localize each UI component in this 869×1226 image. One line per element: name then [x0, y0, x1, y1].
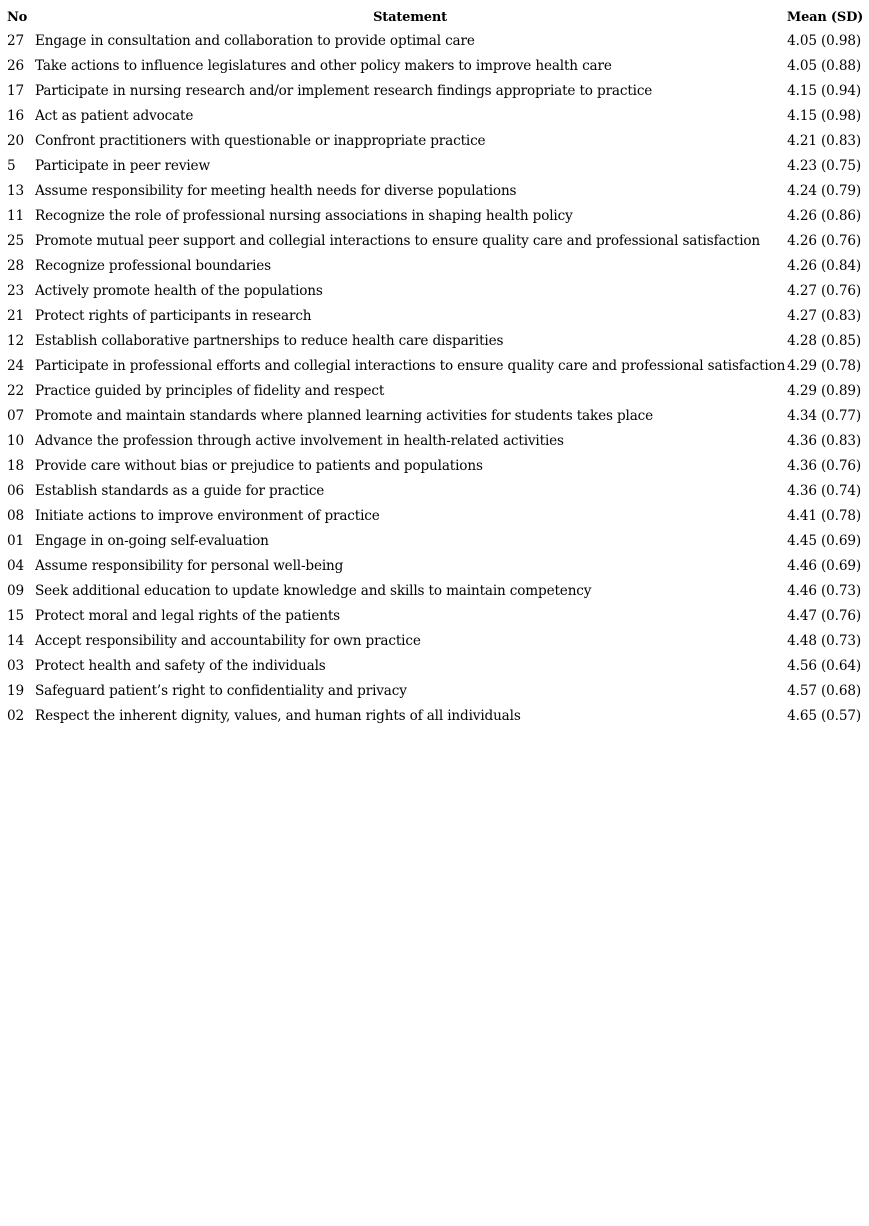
row-number: 27: [7, 32, 24, 49]
row-number: 20: [7, 132, 24, 149]
row-statement: Establish standards as a guide for practice: [35, 482, 325, 499]
table-row: [5, 453, 865, 478]
table-body: [5, 28, 865, 728]
row-number: 15: [7, 607, 24, 624]
statements-table: [5, 6, 865, 728]
row-number: 01: [7, 532, 24, 549]
row-mean-sd: 4.05 (0.98): [787, 32, 861, 49]
table-row: [5, 478, 865, 503]
row-number: 06: [7, 482, 24, 499]
table-row: [5, 153, 865, 178]
column-header-mean-sd: Mean (SD): [786, 9, 864, 25]
row-statement: Safeguard patient’s right to confidentiality and privacy: [35, 682, 407, 699]
row-mean-sd: 4.36 (0.83): [787, 432, 861, 449]
row-mean-sd: 4.29 (0.78): [787, 357, 861, 374]
row-number: 21: [7, 307, 24, 324]
row-number: 10: [7, 432, 24, 449]
row-statement: Recognize professional boundaries: [35, 257, 272, 274]
row-mean-sd: 4.26 (0.84): [787, 257, 861, 274]
row-number: 07: [7, 407, 24, 424]
table-row: [5, 428, 865, 453]
row-number: 02: [7, 707, 24, 724]
row-statement: Take actions to influence legislatures and other policy makers to improve health care: [35, 57, 612, 74]
table-row: [5, 578, 865, 603]
row-statement: Provide care without bias or prejudice to patients and populations: [35, 457, 483, 474]
statements-table-container: [5, 6, 865, 728]
row-statement: Engage in on-going self-evaluation: [35, 532, 269, 549]
row-statement: Participate in nursing research and/or implement research findings appropriate to practice: [35, 82, 653, 99]
row-statement: Recognize the role of professional nursing associations in shaping health policy: [35, 207, 573, 224]
row-statement: Participate in professional efforts and collegial interactions to ensure quality care and professional satisfaction: [35, 357, 786, 374]
row-mean-sd: 4.47 (0.76): [787, 607, 861, 624]
row-mean-sd: 4.26 (0.86): [787, 207, 861, 224]
row-number: 26: [7, 57, 24, 74]
table-row: [5, 653, 865, 678]
row-mean-sd: 4.15 (0.94): [787, 82, 861, 99]
row-statement: Confront practitioners with questionable or inappropriate practice: [35, 132, 486, 149]
table-row: [5, 303, 865, 328]
table-header: [5, 6, 865, 28]
row-statement: Promote and maintain standards where planned learning activities for students takes place: [35, 407, 654, 424]
row-mean-sd: 4.28 (0.85): [787, 332, 861, 349]
row-mean-sd: 4.24 (0.79): [787, 182, 861, 199]
row-number: 17: [7, 82, 24, 99]
row-mean-sd: 4.65 (0.57): [787, 707, 861, 724]
row-number: 16: [7, 107, 24, 124]
table-row: [5, 603, 865, 628]
row-mean-sd: 4.45 (0.69): [787, 532, 861, 549]
column-header-statement: Statement: [373, 9, 447, 25]
table-row: [5, 678, 865, 703]
row-mean-sd: 4.29 (0.89): [787, 382, 861, 399]
table-row: [5, 103, 865, 128]
row-statement: Establish collaborative partnerships to reduce health care disparities: [35, 332, 504, 349]
table-row: [5, 403, 865, 428]
row-number: 13: [7, 182, 24, 199]
column-header-no: No: [7, 9, 28, 25]
table-row: [5, 128, 865, 153]
row-statement: Protect health and safety of the individuals: [35, 657, 326, 674]
row-mean-sd: 4.56 (0.64): [787, 657, 861, 674]
row-statement: Promote mutual peer support and collegial interactions to ensure quality care and professional satisfaction: [35, 232, 761, 249]
row-number: 04: [7, 557, 24, 574]
row-mean-sd: 4.23 (0.75): [787, 157, 861, 174]
table-row: [5, 53, 865, 78]
table-row: [5, 253, 865, 278]
row-mean-sd: 4.27 (0.76): [787, 282, 861, 299]
header-row: [5, 6, 865, 28]
row-mean-sd: 4.46 (0.73): [787, 582, 861, 599]
row-number: 5: [7, 157, 16, 174]
row-mean-sd: 4.27 (0.83): [787, 307, 861, 324]
row-mean-sd: 4.48 (0.73): [787, 632, 861, 649]
table-row: [5, 203, 865, 228]
table-row: [5, 328, 865, 353]
row-mean-sd: 4.46 (0.69): [787, 557, 861, 574]
row-mean-sd: 4.36 (0.74): [787, 482, 861, 499]
row-number: 11: [7, 207, 24, 224]
table-row: [5, 553, 865, 578]
row-number: 18: [7, 457, 24, 474]
table-row: [5, 178, 865, 203]
row-mean-sd: 4.26 (0.76): [787, 232, 861, 249]
row-number: 09: [7, 582, 24, 599]
table-row: [5, 703, 865, 728]
table-row: [5, 628, 865, 653]
table-row: [5, 278, 865, 303]
table-row: [5, 78, 865, 103]
row-statement: Act as patient advocate: [35, 107, 194, 124]
table-row: [5, 503, 865, 528]
row-mean-sd: 4.34 (0.77): [787, 407, 861, 424]
row-statement: Assume responsibility for personal well-being: [35, 557, 344, 574]
row-statement: Engage in consultation and collaboration to provide optimal care: [35, 32, 475, 49]
row-statement: Respect the inherent dignity, values, and human rights of all individuals: [35, 707, 521, 724]
row-statement: Protect rights of participants in research: [35, 307, 312, 324]
row-number: 14: [7, 632, 24, 649]
row-mean-sd: 4.05 (0.88): [787, 57, 861, 74]
row-statement: Actively promote health of the populations: [35, 282, 323, 299]
row-number: 12: [7, 332, 24, 349]
row-number: 03: [7, 657, 24, 674]
row-number: 19: [7, 682, 24, 699]
row-statement: Practice guided by principles of fidelity and respect: [35, 382, 385, 399]
row-statement: Initiate actions to improve environment of practice: [35, 507, 380, 524]
table-row: [5, 528, 865, 553]
row-statement: Assume responsibility for meeting health needs for diverse populations: [35, 182, 517, 199]
row-mean-sd: 4.41 (0.78): [787, 507, 861, 524]
row-statement: Protect moral and legal rights of the patients: [35, 607, 340, 624]
row-mean-sd: 4.57 (0.68): [787, 682, 861, 699]
row-number: 23: [7, 282, 24, 299]
row-mean-sd: 4.36 (0.76): [787, 457, 861, 474]
row-number: 24: [7, 357, 24, 374]
row-statement: Advance the profession through active involvement in health-related activities: [35, 432, 564, 449]
row-statement: Seek additional education to update knowledge and skills to maintain competency: [35, 582, 592, 599]
row-statement: Accept responsibility and accountability for own practice: [35, 632, 421, 649]
table-row: [5, 228, 865, 253]
row-number: 22: [7, 382, 24, 399]
row-number: 25: [7, 232, 24, 249]
table-row: [5, 353, 865, 378]
row-number: 08: [7, 507, 24, 524]
row-statement: Participate in peer review: [35, 157, 210, 174]
table-row: [5, 28, 865, 53]
row-mean-sd: 4.21 (0.83): [787, 132, 861, 149]
table-row: [5, 378, 865, 403]
row-mean-sd: 4.15 (0.98): [787, 107, 861, 124]
row-number: 28: [7, 257, 24, 274]
